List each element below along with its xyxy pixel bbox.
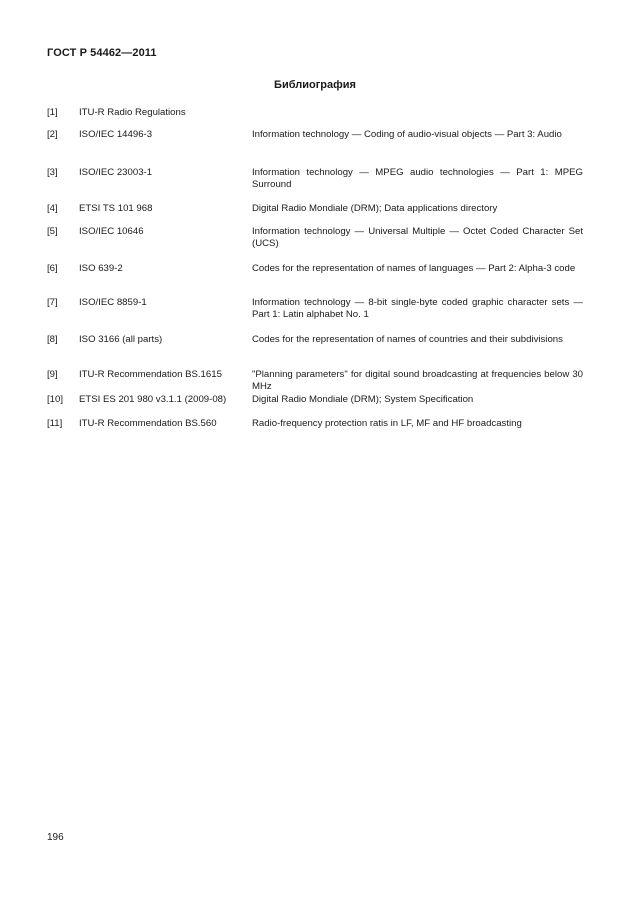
entry-description: Information technology — Universal Multiple — Octet Coded Character Set (UCS) (252, 226, 583, 249)
entry-description: Information technology — Coding of audio-visual objects — Part 3: Audio (252, 129, 562, 140)
entry-reference: ISO 3166 (all parts) (79, 334, 163, 345)
entry-number: [11] (47, 418, 63, 429)
entry-description: Information technology — 8-bit single-byte coded graphic character sets — Part 1: Latin alphabet No. 1 (252, 297, 583, 320)
entry-number: [9] (47, 369, 58, 380)
entry-number: [4] (47, 203, 58, 214)
entry-reference: ITU-R Recommendation BS.1615 (79, 369, 222, 380)
entry-number: [7] (47, 297, 58, 308)
entry-reference: ITU-R Radio Regulations (79, 107, 186, 118)
entry-description: Codes for the representation of names of countries and their subdivisions (252, 334, 563, 345)
entry-reference: ISO/IEC 8859-1 (79, 297, 147, 308)
entry-number: [3] (47, 167, 58, 178)
entry-number: [8] (47, 334, 58, 345)
entry-reference: ETSI ES 201 980 v3.1.1 (2009-08) (79, 394, 227, 405)
page-number: 196 (47, 832, 64, 843)
entry-reference: ISO/IEC 10646 (79, 226, 144, 237)
entry-description: Digital Radio Mondiale (DRM); Data applications directory (252, 203, 498, 214)
entry-number: [10] (47, 394, 64, 405)
entry-number: [6] (47, 263, 58, 274)
document-header: ГОСТ Р 54462—2011 (47, 47, 157, 59)
entry-number: [5] (47, 226, 58, 237)
entry-reference: ITU-R Recommendation BS.560 (79, 418, 217, 429)
entry-description: Digital Radio Mondiale (DRM); System Specification (252, 394, 474, 405)
entry-description: Information technology — MPEG audio technologies — Part 1: MPEG Surround (252, 167, 583, 190)
entry-description: Radio-frequency protection ratis in LF, MF and HF broadcasting (252, 418, 522, 429)
entry-reference: ISO 639-2 (79, 263, 123, 274)
entry-reference: ISO/IEC 14496-3 (79, 129, 153, 140)
entry-reference: ETSI TS 101 968 (79, 203, 153, 214)
bibliography-title-text: Библиография (274, 79, 356, 91)
entry-description: "Planning parameters" for digital sound broadcasting at frequencies below 30 MHz (252, 369, 583, 392)
entry-number: [2] (47, 129, 58, 140)
entry-reference: ISO/IEC 23003-1 (79, 167, 153, 178)
entry-number: [1] (47, 107, 58, 118)
bibliography-title (0, 79, 630, 91)
entry-description: Codes for the representation of names of languages — Part 2: Alpha-3 code (252, 263, 576, 274)
